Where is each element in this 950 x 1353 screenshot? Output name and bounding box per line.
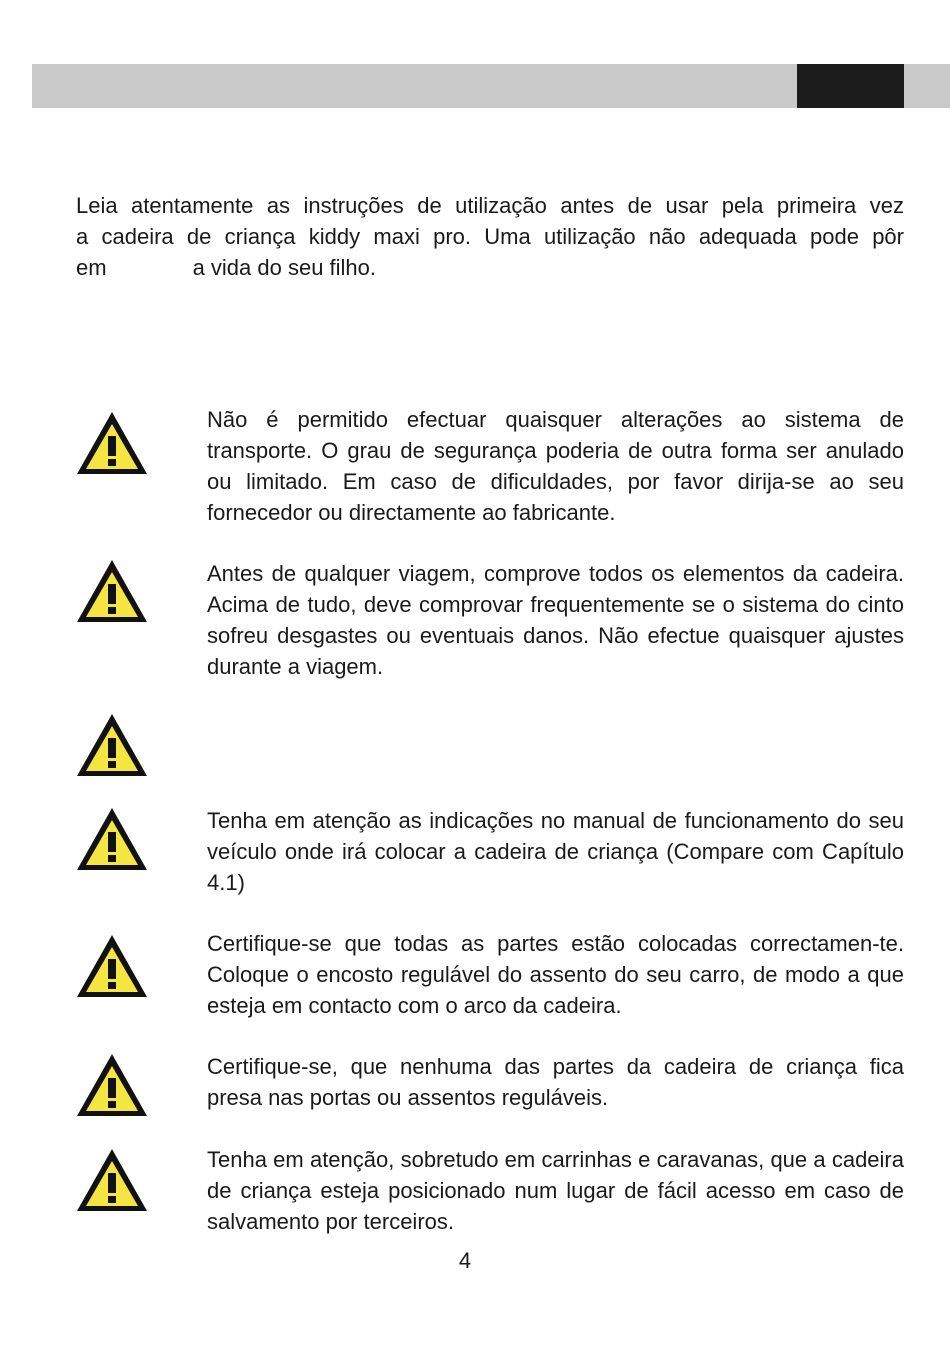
warning-text-4: Tenha em atenção as indicações no manual de funcionamento do seu veículo onde irá colocar a cadeira de criança (Compare com Capítulo 4.1) [207,808,904,895]
intro-line-3-start: em [76,255,107,280]
intro-line-3-end: a vida do seu filho. [192,255,377,280]
warning-triangle-icon [75,1147,149,1213]
warning-text-2: Antes de qualquer viagem, comprove todos os elementos da cadeira. Acima de tudo, deve comprovar frequentemente se o sistema do cinto sofreu desgastes ou eventuais danos. Não efectue quaisquer ajustes durante a viagem. [207,561,904,679]
warning-text-6: Certifique-se, que nenhuma das partes da cadeira de criança fica presa nas portas ou assentos reguláveis. [207,1054,904,1110]
warning-triangle-icon [75,712,149,778]
warning-triangle-icon [75,933,149,999]
intro-line-3 [76,252,904,283]
header-chapter-block [797,64,904,108]
warning-triangle-icon [75,410,149,476]
warning-text-7: Tenha em atenção, sobretudo em carrinhas e caravanas, que a cadeira de criança esteja posicionado num lugar de fácil acesso em caso de salvamento por terceiros. [207,1147,904,1234]
warning-triangle-icon [75,1052,149,1118]
warning-text-5: Certifique-se que todas as partes estão colocadas correctamen-te. Coloque o encosto regulável do assento do seu carro, de modo a que esteja em contacto com o arco da cadeira. [207,931,904,1018]
intro-paragraph [76,190,904,283]
intro-line-1: Leia atentamente as instruções de utilização antes de usar pela primeira vez [76,193,904,218]
intro-line-2: a cadeira de criança kiddy maxi pro. Uma utilização não adequada pode pôr [76,224,904,249]
page-number: 4 [458,1248,472,1273]
warning-text-1: Não é permitido efectuar quaisquer alterações ao sistema de transporte. O grau de segurança poderia de outra forma ser anulado ou limitado. Em caso de dificuldades, por favor dirija-se ao seu fornecedor ou directamente ao fabricante. [207,407,904,525]
warning-triangle-icon [75,558,149,624]
warning-triangle-icon [75,806,149,872]
